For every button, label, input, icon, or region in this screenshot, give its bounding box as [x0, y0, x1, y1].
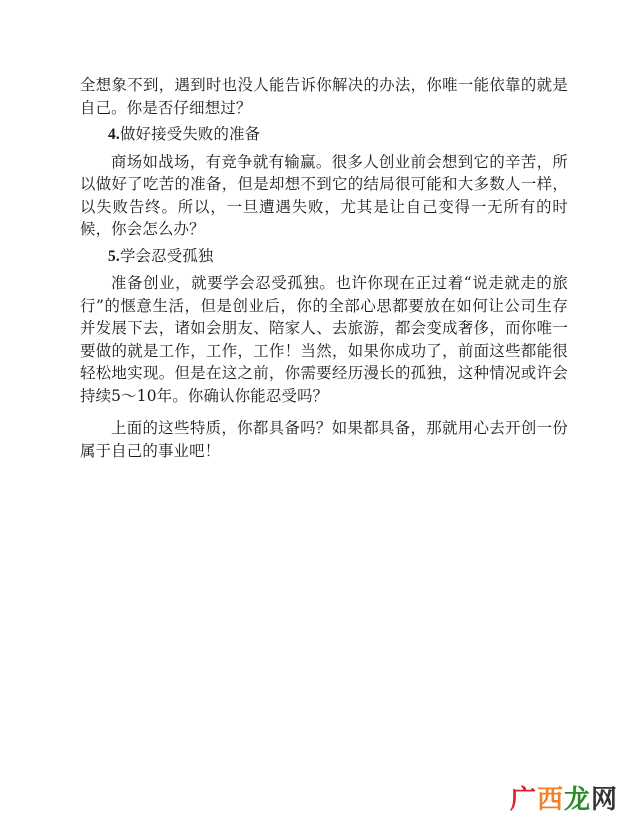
watermark-char: 龙: [563, 785, 591, 815]
watermark-char: 西: [536, 785, 564, 815]
section-number: 5.: [108, 247, 120, 265]
section-title: 学会忍受孤独: [119, 246, 214, 265]
document-body: [80, 74, 568, 462]
section-heading-5: [80, 245, 568, 269]
site-watermark-logo: [510, 779, 618, 816]
paragraph-continuation: 全想象不到，遇到时也没人能告诉你解决的办法，你唯一能依靠的就是自己。你是否仔细想过？: [80, 76, 568, 117]
section-heading-4: [80, 123, 568, 147]
paragraph-conclusion: 上面的这些特质，你都具备吗？如果都具备，那就用心去开创一份属于自己的事业吧！: [80, 419, 568, 460]
watermark-char: 网: [590, 785, 618, 815]
section-number: 4.: [108, 126, 120, 143]
section-title: 做好接受失败的准备: [119, 125, 261, 143]
paragraph-loneliness: 准备创业，就要学会忍受孤独。也许你现在正过着“说走就走的旅行”的惬意生活，但是创业后，你的全部心思都要放在如何让公司生存并发展下去，诸如会朋友、陪家人、去旅游，都会变成奢侈，而你唯一要做的就是工作，工作，工作！当然，如果你成功了，前面这些都能很轻松地实现。但是在这之前，你需要经历漫长的孤独，这种情况或许会持续5～10年。你确认你能忍受吗？: [80, 274, 568, 405]
watermark-char: 广: [509, 785, 537, 815]
paragraph-failure: 商场如战场，有竞争就有输赢。很多人创业前会想到它的辛苦，所以做好了吃苦的准备，但是却想不到它的结局很可能和大多数人一样，以失败告终。所以，一旦遭遇失败，尤其是让自己变得一无所有的时候，你会怎么办？: [80, 152, 568, 238]
